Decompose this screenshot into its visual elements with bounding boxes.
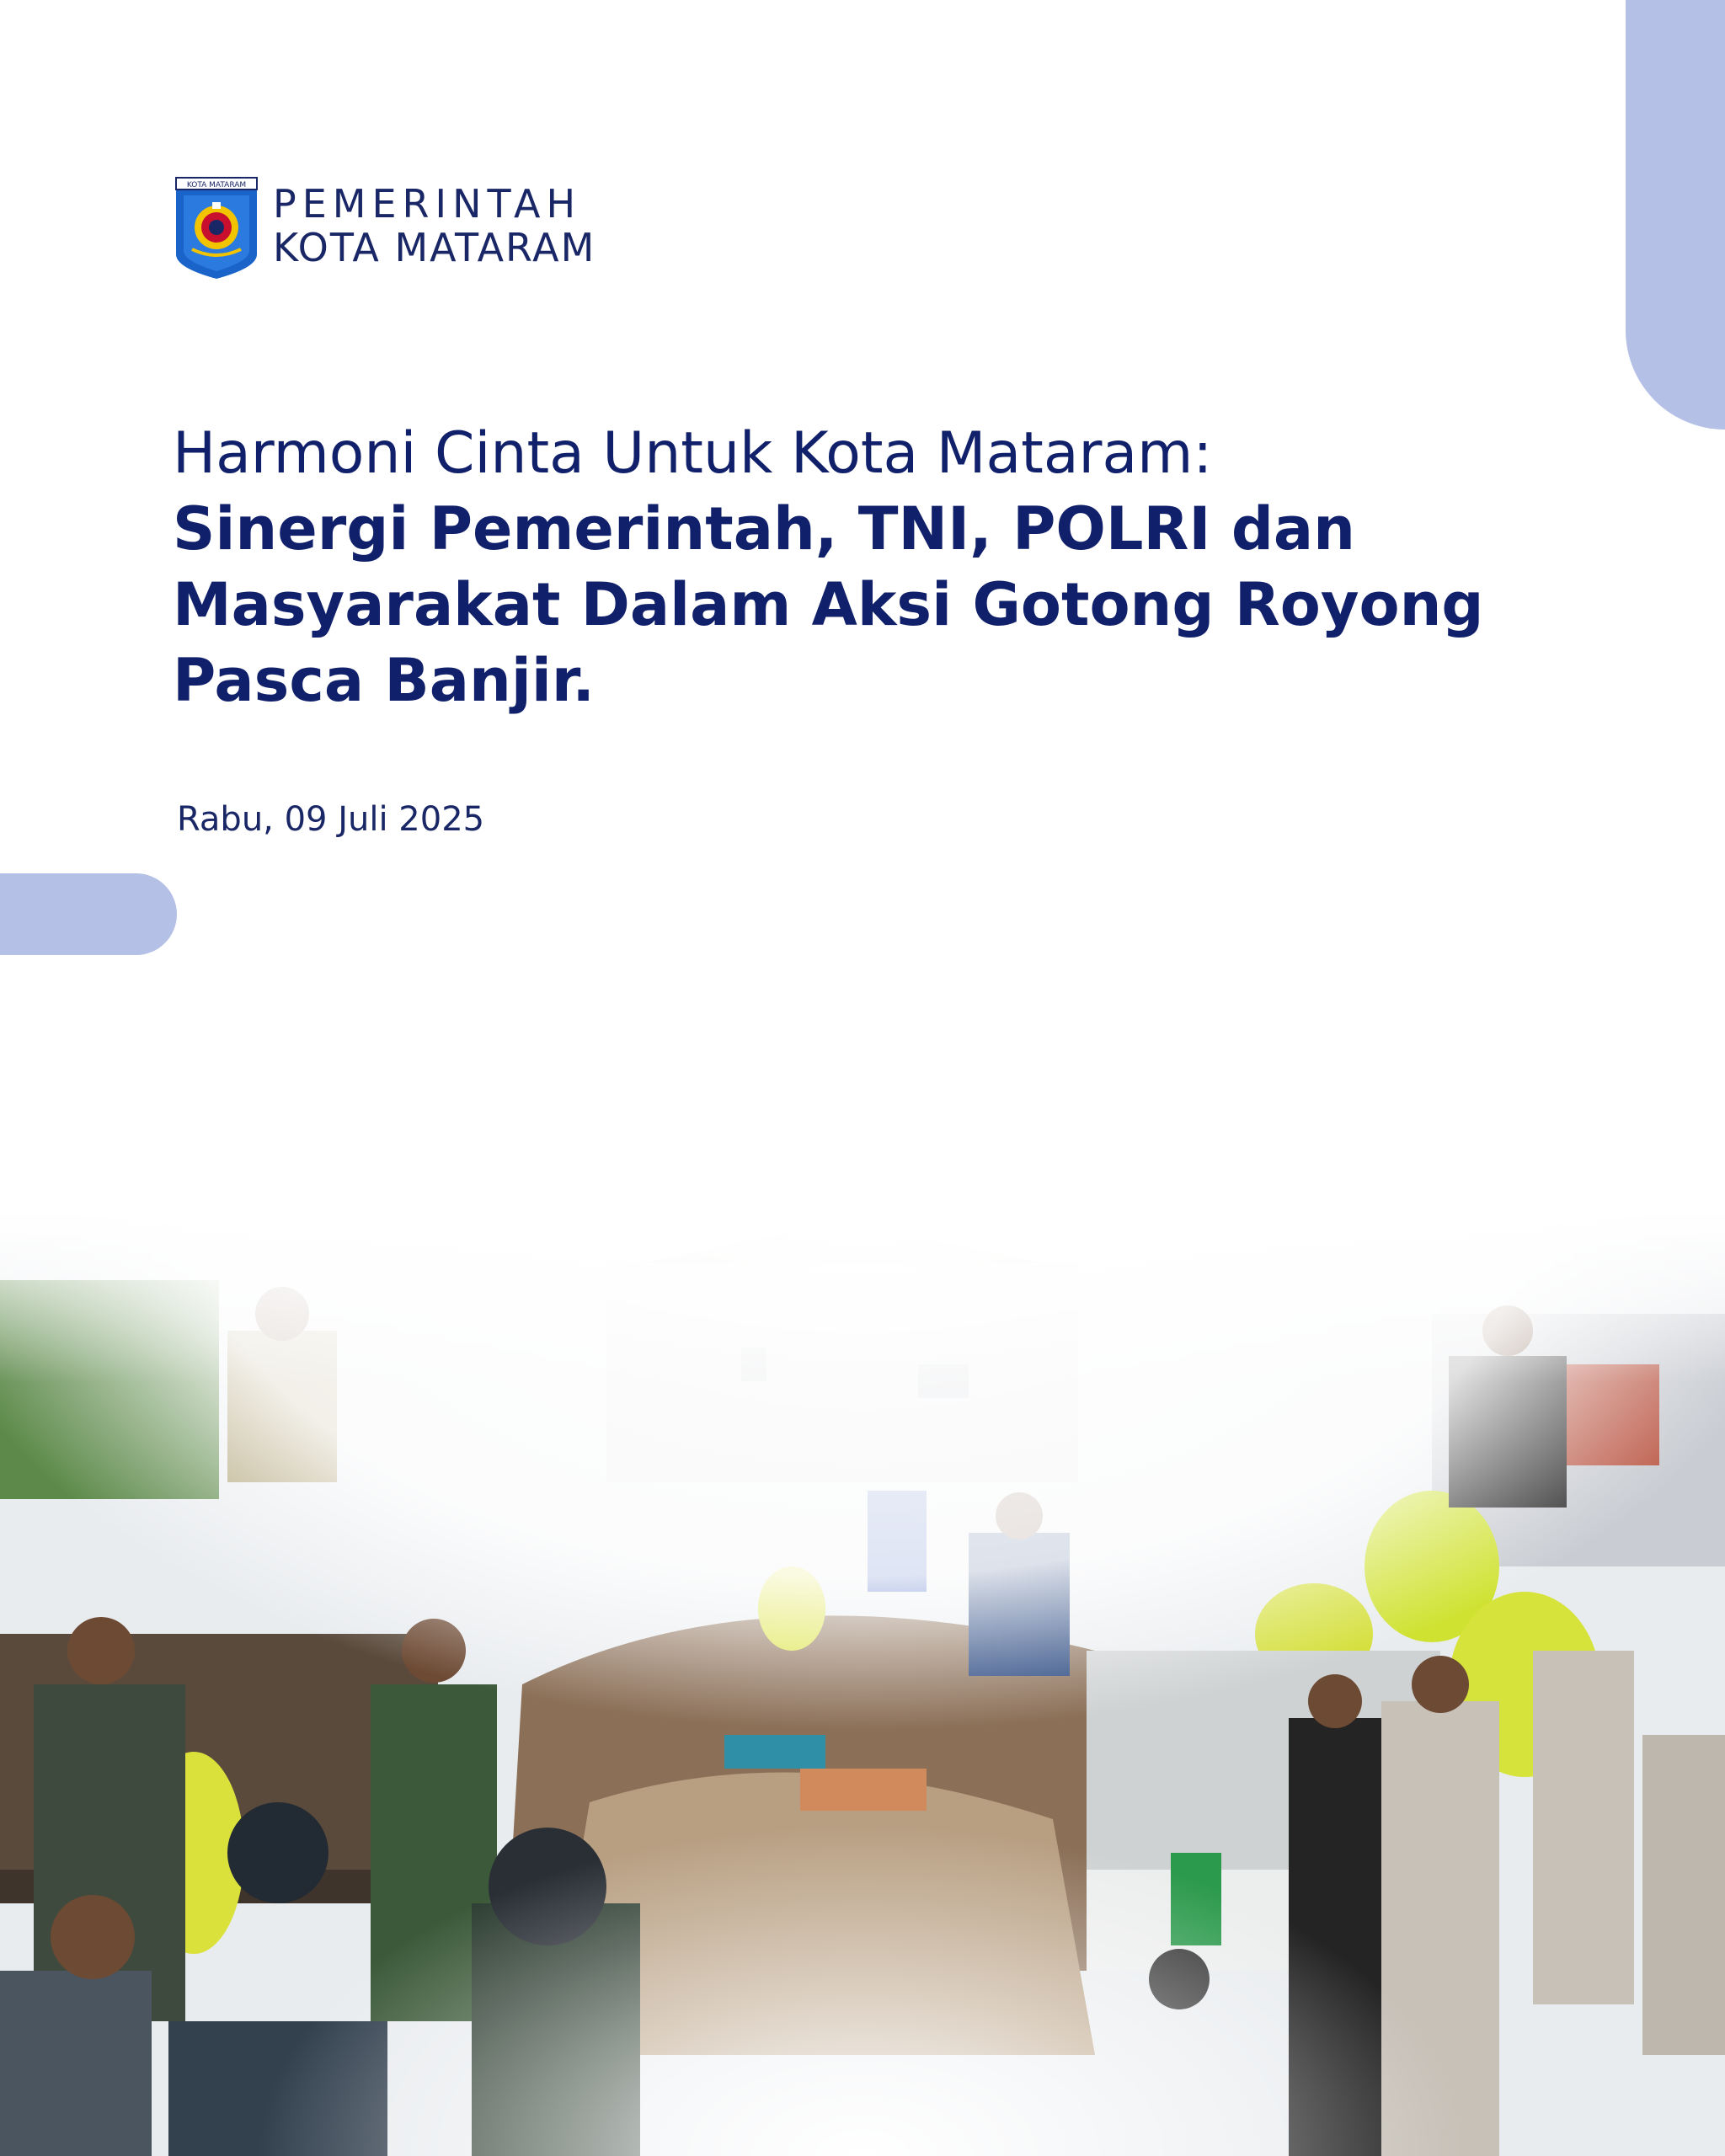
- government-logo: [175, 177, 595, 280]
- logo-line-kota: KOTA MATARAM: [273, 225, 596, 270]
- decorative-pill-shape: [0, 873, 177, 955]
- emblem-label: KOTA MATARAM: [186, 181, 247, 189]
- logo-line-pemerintah: PEMERINTAH: [273, 181, 582, 227]
- logo-text: [273, 182, 595, 270]
- kota-mataram-emblem-icon: [175, 177, 258, 280]
- cleanup-photo: [0, 1213, 1725, 2156]
- headline-line-3: Pasca Banjir.: [173, 646, 595, 715]
- headline-intro: Harmoni Cinta Untuk Kota Mataram:: [173, 420, 1213, 487]
- headline: [173, 417, 1605, 718]
- decorative-corner-shape: [1626, 0, 1725, 430]
- headline-line-1: Sinergi Pemerintah, TNI, POLRI dan: [173, 494, 1355, 563]
- headline-line-2: Masyarakat Dalam Aksi Gotong Royong: [173, 570, 1484, 639]
- publish-date: Rabu, 09 Juli 2025: [177, 800, 485, 839]
- photo-illustration: [0, 1213, 1725, 2156]
